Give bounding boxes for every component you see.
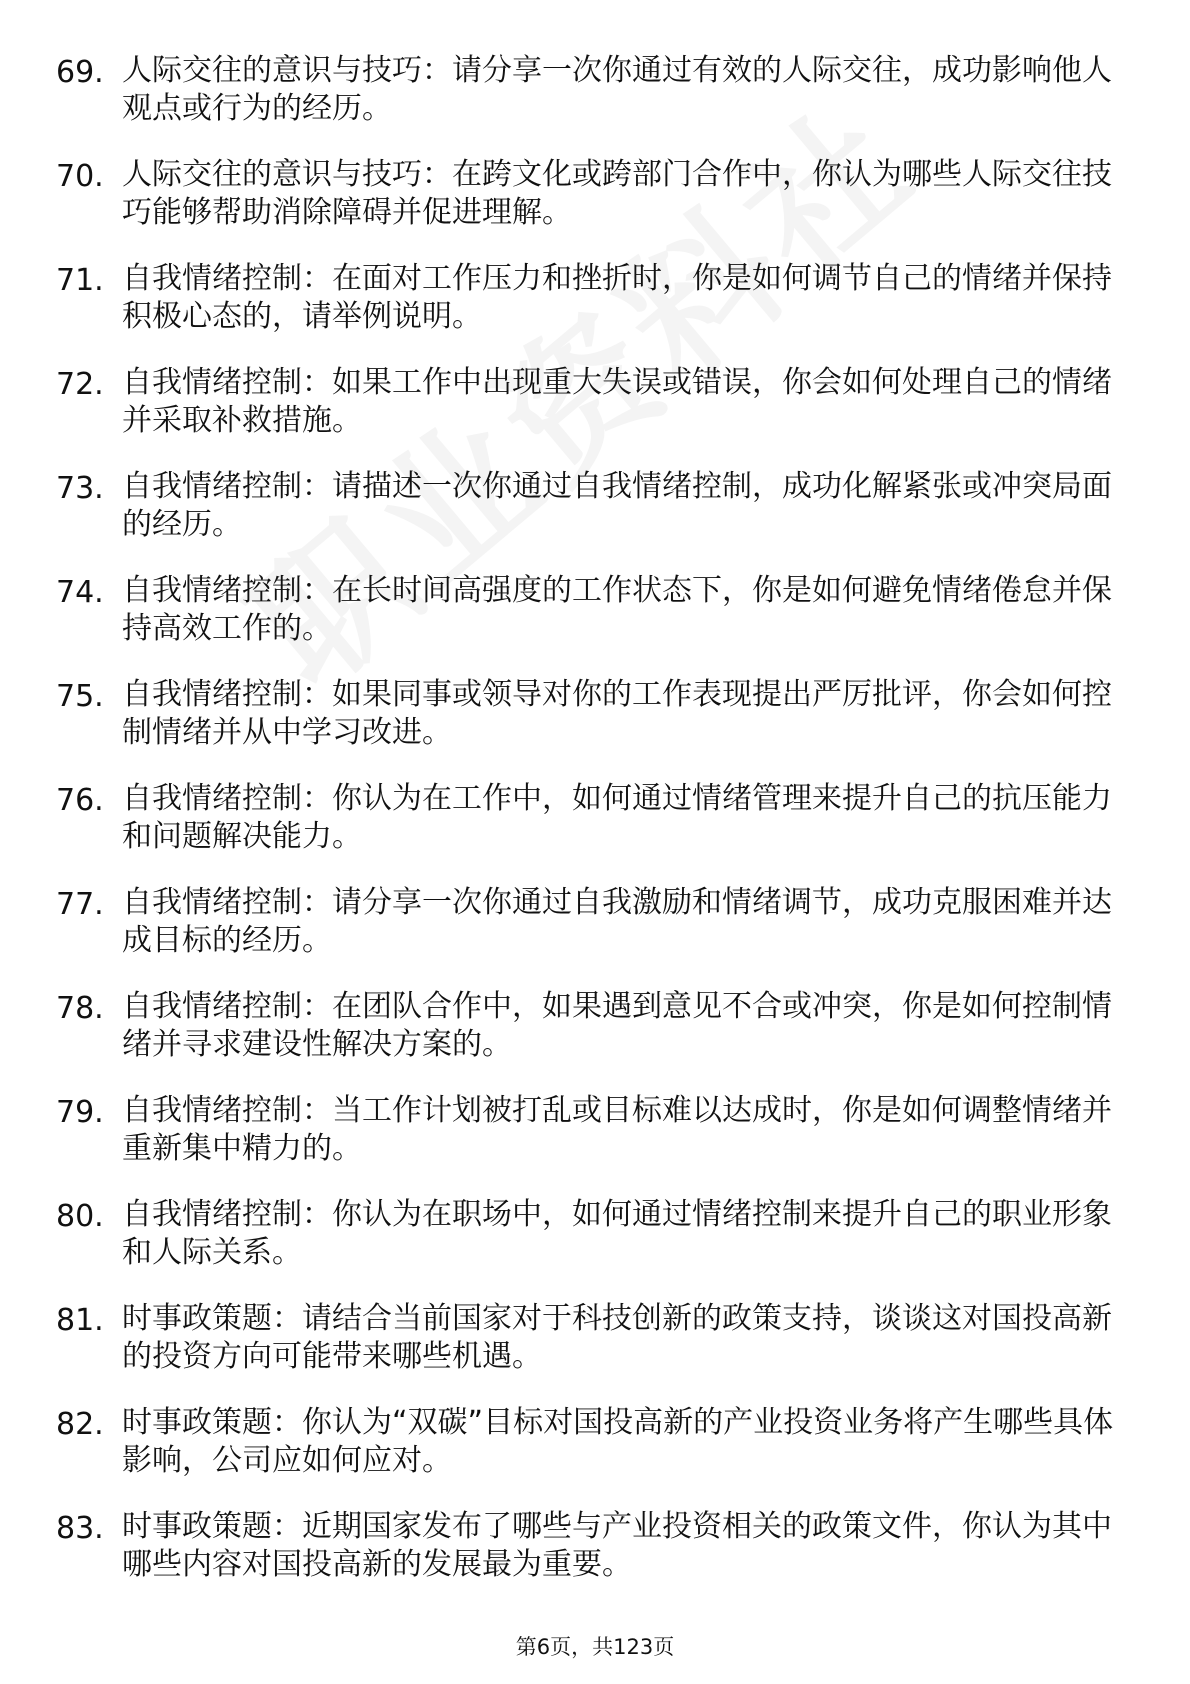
question-number: 69. [56,55,104,90]
question-item [56,676,1116,780]
question-number: 80. [56,1199,104,1234]
question-text: 自我情绪控制：在团队合作中，如果遇到意见不合或冲突，你是如何控制情绪并寻求建设性解决方案的。 [122,989,1112,1062]
question-number: 81. [56,1303,104,1338]
question-number: 82. [56,1407,104,1442]
question-text: 自我情绪控制：你认为在职场中，如何通过情绪控制来提升自己的职业形象和人际关系。 [122,1197,1112,1270]
question-number: 71. [56,263,104,298]
question-item [56,1196,1116,1300]
question-text: 自我情绪控制：当工作计划被打乱或目标难以达成时，你是如何调整情绪并重新集中精力的。 [122,1093,1112,1166]
question-number: 70. [56,159,104,194]
question-text: 自我情绪控制：在面对工作压力和挫折时，你是如何调节自己的情绪并保持积极心态的，请举例说明。 [122,261,1112,334]
question-item [56,468,1116,572]
question-number: 77. [56,887,104,922]
question-item [56,1404,1116,1508]
question-number: 76. [56,783,104,818]
question-text: 自我情绪控制：请分享一次你通过自我激励和情绪调节，成功克服困难并达成目标的经历。 [122,885,1112,958]
question-item [56,780,1116,884]
question-list [56,52,1116,1612]
question-text: 时事政策题：你认为“双碳”目标对国投高新的产业投资业务将产生哪些具体影响，公司应如何应对。 [122,1405,1114,1478]
question-text: 自我情绪控制：如果同事或领导对你的工作表现提出严厉批评，你会如何控制情绪并从中学习改进。 [122,677,1112,750]
question-number: 78. [56,991,104,1026]
question-item [56,1508,1116,1612]
question-item [56,364,1116,468]
question-text: 自我情绪控制：在长时间高强度的工作状态下，你是如何避免情绪倦怠并保持高效工作的。 [122,573,1112,646]
question-item [56,1300,1116,1404]
question-item [56,156,1116,260]
question-text: 时事政策题：近期国家发布了哪些与产业投资相关的政策文件，你认为其中哪些内容对国投高新的发展最为重要。 [122,1509,1112,1582]
question-text: 人际交往的意识与技巧：请分享一次你通过有效的人际交往，成功影响他人观点或行为的经历。 [122,53,1112,126]
page-footer: 第6页，共123页 [515,1635,675,1659]
question-number: 73. [56,471,104,506]
question-number: 79. [56,1095,104,1130]
question-item [56,260,1116,364]
question-number: 74. [56,575,104,610]
question-number: 83. [56,1511,104,1546]
question-item [56,572,1116,676]
question-number: 72. [56,367,104,402]
question-text: 自我情绪控制：如果工作中出现重大失误或错误，你会如何处理自己的情绪并采取补救措施。 [122,365,1112,438]
question-item [56,884,1116,988]
question-text: 人际交往的意识与技巧：在跨文化或跨部门合作中，你认为哪些人际交往技巧能够帮助消除障碍并促进理解。 [122,157,1112,230]
question-number: 75. [56,679,104,714]
question-text: 自我情绪控制：你认为在工作中，如何通过情绪管理来提升自己的抗压能力和问题解决能力。 [122,781,1112,854]
question-text: 自我情绪控制：请描述一次你通过自我情绪控制，成功化解紧张或冲突局面的经历。 [122,469,1112,542]
question-item [56,988,1116,1092]
question-text: 时事政策题：请结合当前国家对于科技创新的政策支持，谈谈这对国投高新的投资方向可能带来哪些机遇。 [122,1301,1112,1374]
question-item [56,52,1116,156]
question-item [56,1092,1116,1196]
